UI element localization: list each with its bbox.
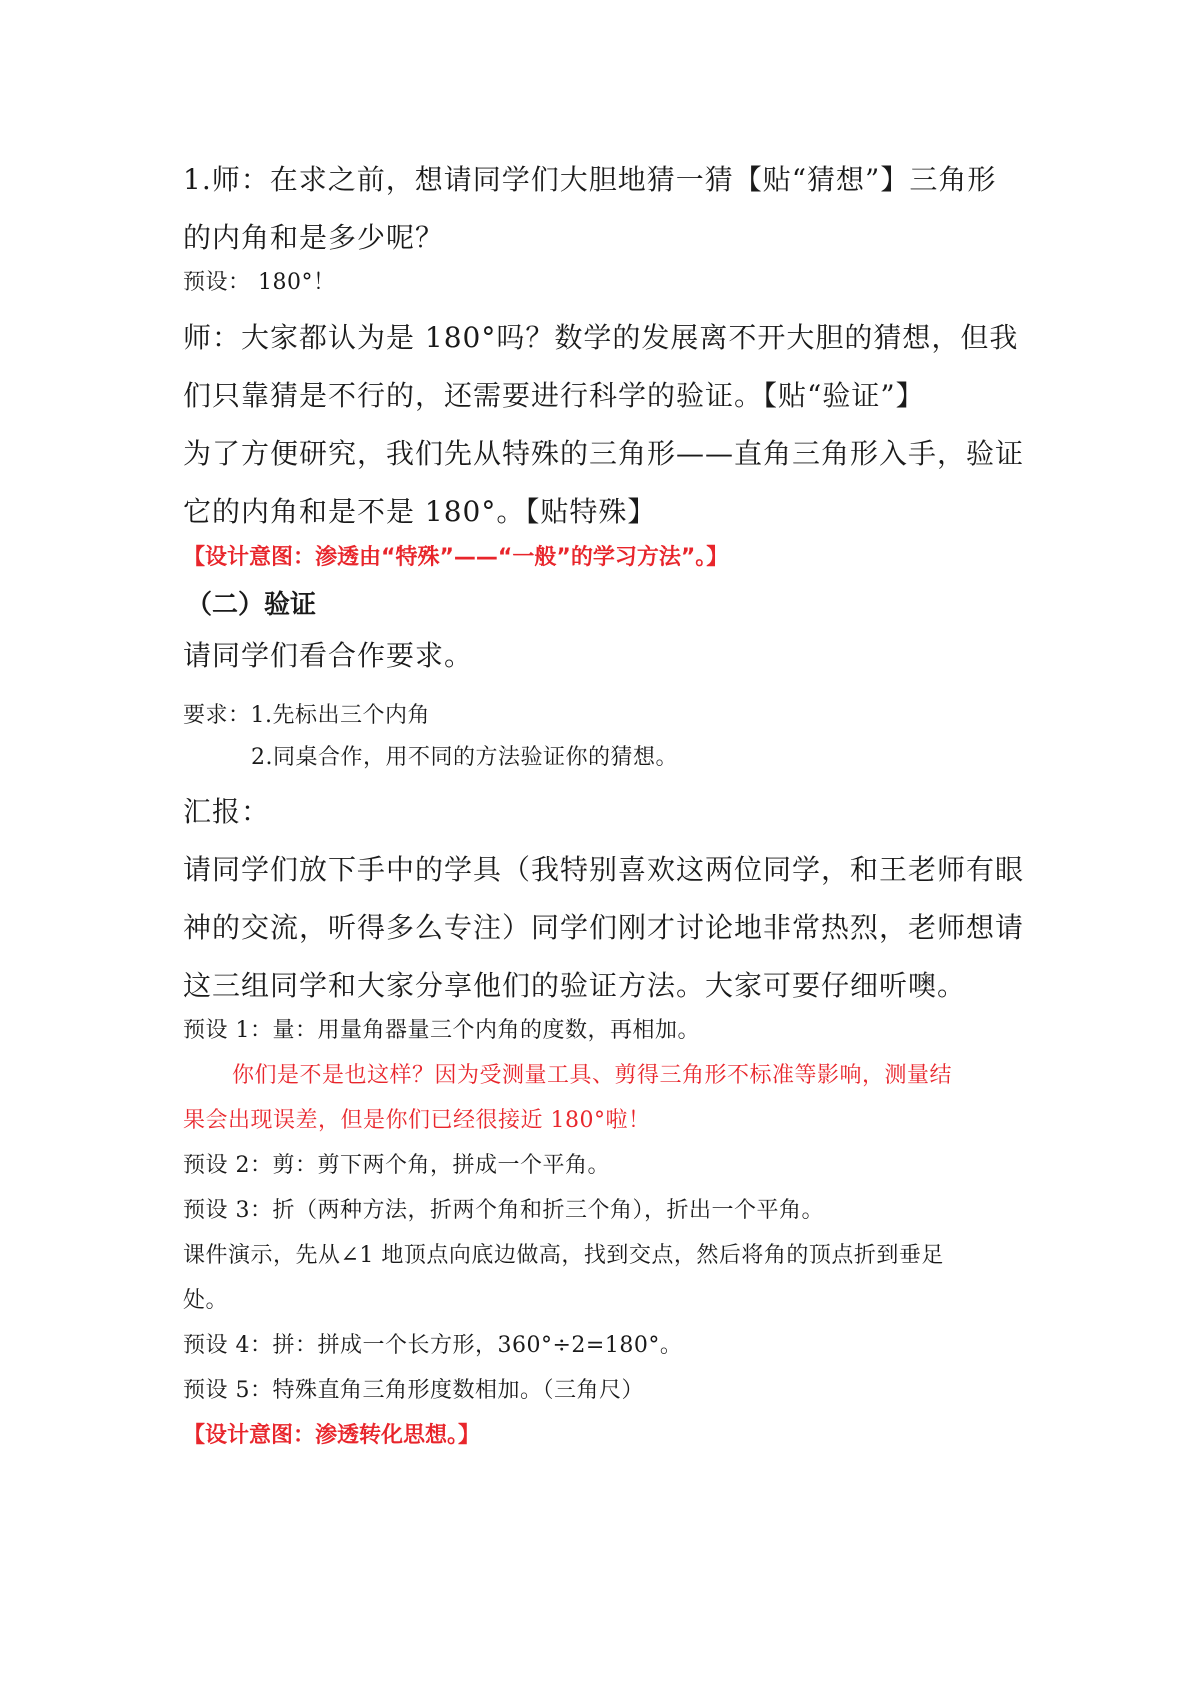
requirement-1: 要求：1.先标出三个内角 bbox=[183, 703, 430, 728]
red-note-line: 果会出现误差，但是你们已经很接近 180°啦！ bbox=[183, 1108, 651, 1133]
preset-4: 预设 4：拼：拼成一个长方形，360°÷2=180°。 bbox=[183, 1333, 683, 1358]
preset-line: 预设： 180°！ bbox=[183, 270, 336, 295]
demo-line: 课件演示，先从∠1 地顶点向底边做高，找到交点，然后将角的顶点折到垂足 bbox=[183, 1243, 944, 1268]
preset-2: 预设 2：剪：剪下两个角，拼成一个平角。 bbox=[183, 1153, 610, 1178]
preset-1: 预设 1：量：用量角器量三个内角的度数，再相加。 bbox=[183, 1018, 700, 1043]
demo-line: 处。 bbox=[183, 1288, 229, 1313]
paragraph-line: 请同学们看合作要求。 bbox=[183, 639, 474, 672]
paragraph-line: 1.师：在求之前，想请同学们大胆地猜一猜【贴“猜想”】三角形 bbox=[183, 163, 997, 196]
report-label: 汇报： bbox=[183, 795, 271, 828]
paragraph-line: 请同学们放下手中的学具（我特别喜欢这两位同学，和王老师有眼 bbox=[183, 853, 1025, 886]
section-heading: （二）验证 bbox=[186, 590, 317, 620]
requirement-2: 2.同桌合作，用不同的方法验证你的猜想。 bbox=[251, 745, 678, 770]
design-intent-2: 【设计意图：渗透转化思想。】 bbox=[183, 1423, 481, 1448]
paragraph-line: 这三组同学和大家分享他们的验证方法。大家可要仔细听噢。 bbox=[183, 969, 967, 1002]
paragraph-line: 的内角和是多少呢？ bbox=[183, 221, 445, 254]
preset-5: 预设 5：特殊直角三角形度数相加。（三角尺） bbox=[183, 1378, 644, 1403]
preset-3: 预设 3：折（两种方法，折两个角和折三个角），折出一个平角。 bbox=[183, 1198, 824, 1223]
paragraph-line: 师：大家都认为是 180°吗？数学的发展离不开大胆的猜想，但我 bbox=[183, 321, 1019, 354]
paragraph-line: 们只靠猜是不行的，还需要进行科学的验证。【贴“验证”】 bbox=[183, 379, 925, 412]
red-note-line: 你们是不是也这样？因为受测量工具、剪得三角形不标准等影响，测量结 bbox=[232, 1063, 953, 1088]
design-intent-1: 【设计意图：渗透由“特殊”——“一般”的学习方法”。】 bbox=[183, 545, 729, 570]
paragraph-line: 为了方便研究，我们先从特殊的三角形——直角三角形入手，验证 bbox=[183, 437, 1025, 470]
paragraph-line: 神的交流，听得多么专注）同学们刚才讨论地非常热烈，老师想请 bbox=[183, 911, 1025, 944]
paragraph-line: 它的内角和是不是 180°。【贴特殊】 bbox=[183, 495, 657, 528]
